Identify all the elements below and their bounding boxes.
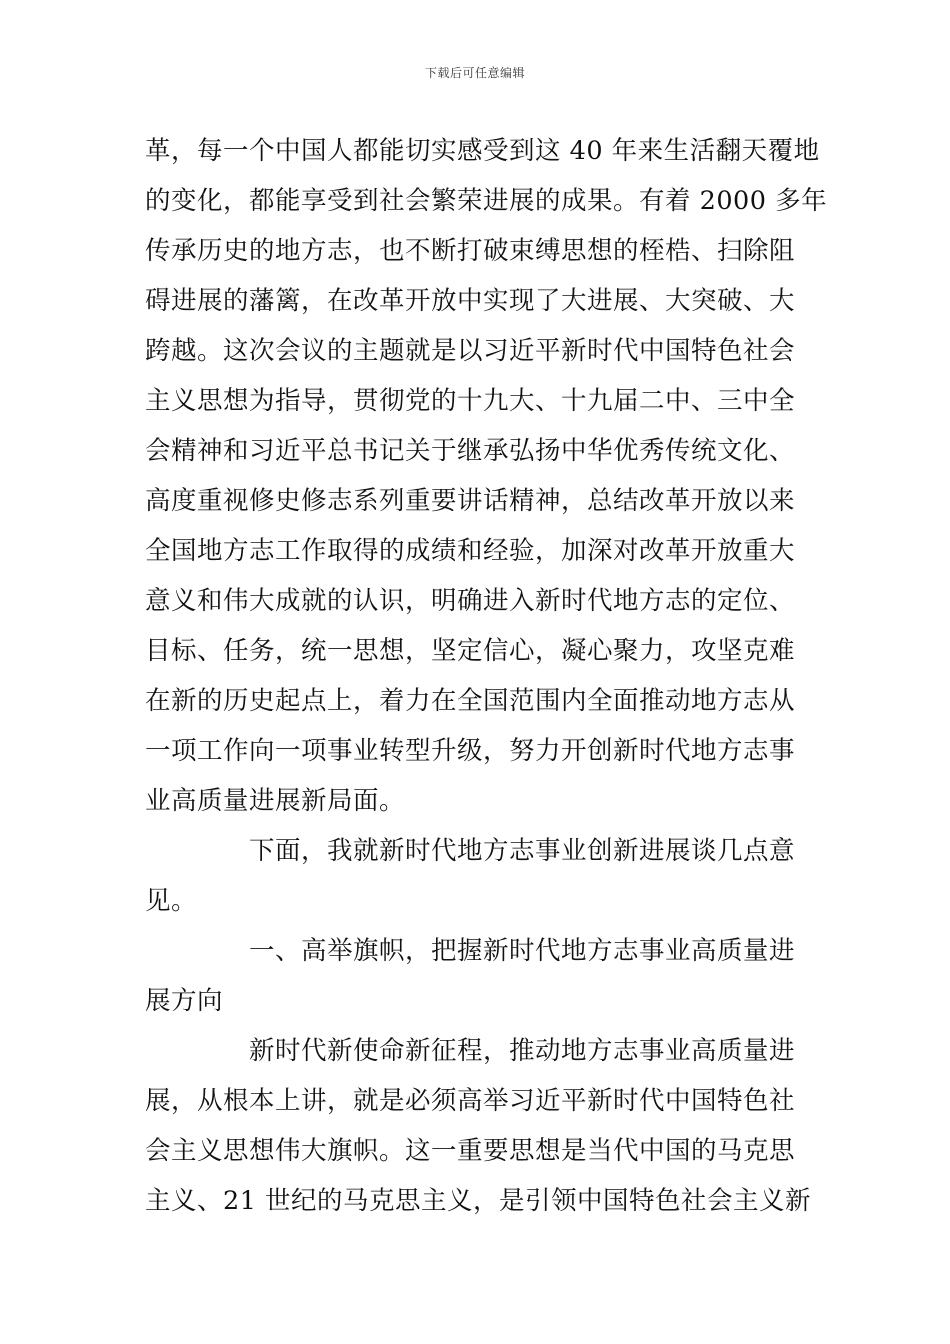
paragraph-first-line: 新时代新使命新征程，推动地方志事业高质量进 — [249, 1036, 796, 1066]
text-line: 意义和伟大成就的认识，明确进入新时代地方志的定位、 — [145, 586, 796, 616]
paragraph-first-line: 下面，我就新时代地方志事业创新进展谈几点意 — [249, 836, 796, 866]
text-line: 主义思想为指导，贯彻党的十九大、十九届二中、三中全 — [145, 386, 796, 416]
text-line: 高度重视修史修志系列重要讲话精神，总结改革开放以来 — [145, 486, 796, 516]
text-line: 展，从根本上讲，就是必须高举习近平新时代中国特色社 — [145, 1086, 796, 1116]
text-line: 主义、21 世纪的马克思主义，是引领中国特色社会主义新 — [145, 1186, 812, 1216]
text-line: 碍进展的藩篱，在改革开放中实现了大进展、大突破、大 — [145, 286, 796, 316]
section-heading-line: 一、高举旗帜，把握新时代地方志事业高质量进 — [249, 936, 796, 966]
text-line: 跨越。这次会议的主题就是以习近平新时代中国特色社会 — [145, 336, 796, 366]
text-line: 在新的历史起点上，着力在全国范围内全面推动地方志从 — [145, 686, 796, 716]
text-line: 目标、任务，统一思想，坚定信心，凝心聚力，攻坚克难 — [145, 636, 796, 666]
text-line: 见。 — [145, 886, 198, 916]
text-line: 业高质量进展新局面。 — [145, 786, 406, 816]
text-line: 革，每一个中国人都能切实感受到这 40 年来生活翻天覆地 — [145, 136, 820, 166]
text-line: 传承历史的地方志，也不断打破束缚思想的桎梏、扫除阻 — [145, 236, 796, 266]
section-heading-line: 展方向 — [145, 986, 224, 1016]
download-note: 下载后可任意编辑 — [424, 66, 525, 80]
text-line: 一项工作向一项事业转型升级，努力开创新时代地方志事 — [145, 736, 796, 766]
text-line: 会主义思想伟大旗帜。这一重要思想是当代中国的马克思 — [145, 1136, 796, 1166]
text-line: 会精神和习近平总书记关于继承弘扬中华优秀传统文化、 — [145, 436, 796, 466]
text-line: 的变化，都能享受到社会繁荣进展的成果。有着 2000 多年 — [145, 186, 828, 216]
text-line: 全国地方志工作取得的成绩和经验，加深对改革开放重大 — [145, 536, 796, 566]
body-text — [145, 126, 828, 1226]
